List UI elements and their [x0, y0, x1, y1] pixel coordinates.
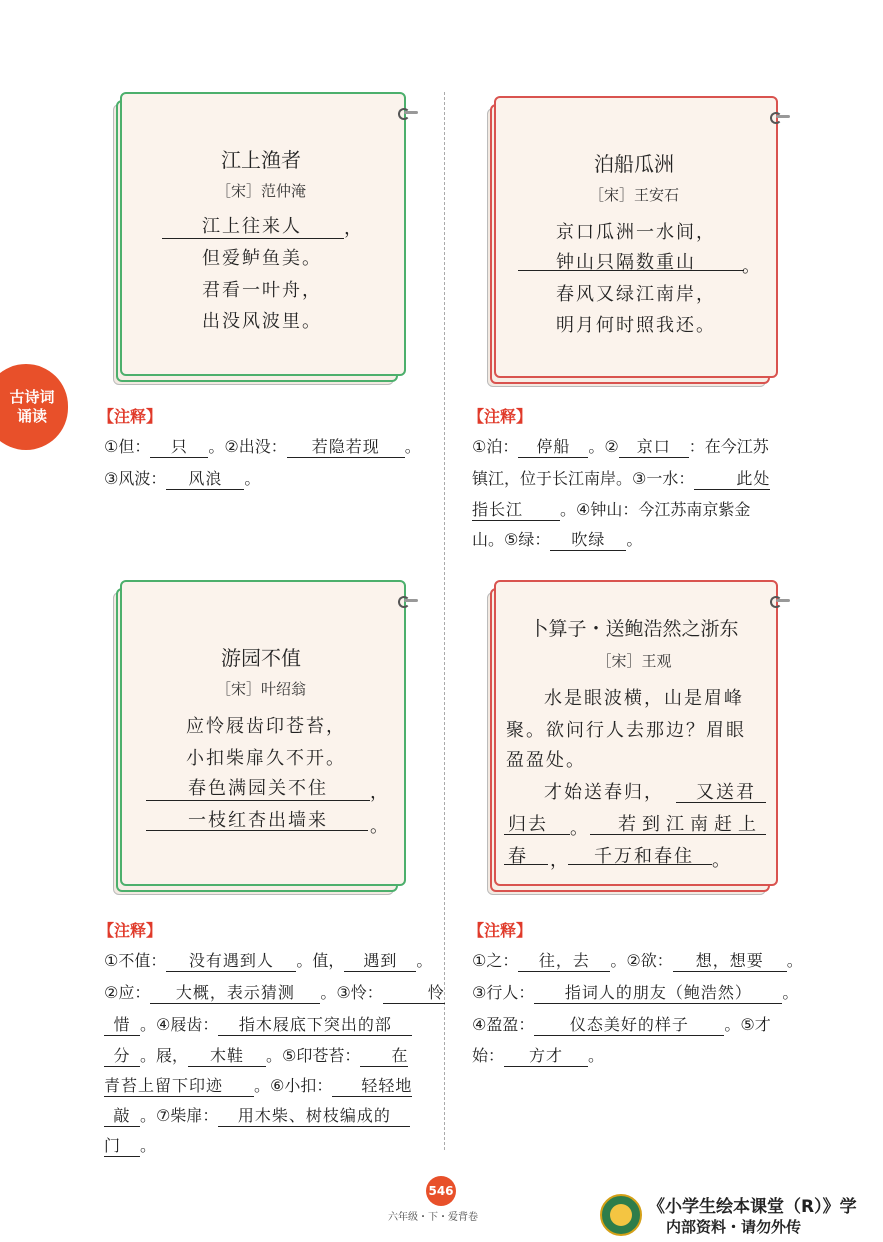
note-line: 惜 。④屐齿： 指木屐底下突出的部 — [104, 1012, 412, 1036]
notes-heading: 【注释】 — [98, 921, 163, 940]
poem-line: 京口瓜洲一水间， — [556, 222, 716, 243]
poem-line: 才始送春归， — [544, 782, 664, 803]
note-line: ①但： 只 。②出没： 若隐若现 。 — [104, 434, 421, 458]
poem-line: 一枝红杏出墙来 — [188, 810, 328, 831]
note-line: 镇江，位于长江南岸。③一水： 此处 — [472, 466, 770, 490]
note-line: ③行人： 指词人的朋友（鲍浩然） 。 — [472, 980, 798, 1004]
note-line: ①之： 往，去 。②欲： 想，想要 。 — [472, 948, 803, 972]
poem-line: 钟山只隔数重山 — [556, 252, 696, 273]
poem-line: 春 — [508, 846, 528, 867]
section-tab: 古诗词 诵读 — [0, 364, 68, 450]
poem-line: 水是眼波横，山是眉峰 — [544, 688, 744, 709]
poem-author: ［宋］范仲淹 — [215, 182, 306, 200]
poem-card-3: 游园不值 ［宋］叶绍翁 应怜屐齿印苍苔， 小扣柴扉久不开。 春色满园关不住 ， 一枝红杏出墙来 。 — [116, 580, 406, 892]
poem-line: 千万和春住 — [594, 846, 694, 867]
poem-card-2: 泊船瓜洲 ［宋］王安石 京口瓜洲一水间， 钟山只隔数重山 。 春风又绿江南岸， 明月何时照我还。 — [490, 96, 778, 384]
poem-title: 江上渔者 — [221, 148, 301, 172]
poem-author: ［宋］王安石 — [588, 186, 679, 204]
grade-label: 六年级・下・爱背卷 — [388, 1212, 478, 1223]
poem-line: 若到江南赶上 — [618, 814, 762, 835]
poem-line: 应怜屐齿印苍苔， — [186, 716, 346, 737]
publisher-logo-icon — [600, 1194, 642, 1236]
poem-line: 盈盈处。 — [506, 750, 586, 771]
note-line: 山。⑤绿： 吹绿 。 — [472, 527, 642, 551]
poem-line: 出没风波里。 — [202, 311, 322, 332]
poem-line: 江上往来人 — [202, 216, 302, 237]
poem-line: 明月何时照我还。 — [556, 315, 716, 336]
poem-title: 卜算子・送鲍浩然之浙东 — [529, 618, 739, 640]
clip-icon — [770, 596, 788, 606]
note-line: 分 。屐， 木鞋 。⑤印苍苔： 在 — [104, 1043, 408, 1067]
poem-line: 春色满园关不住 — [188, 778, 328, 799]
poem-line: 归去 — [508, 814, 548, 835]
poem-author: ［宋］王观 — [596, 652, 672, 670]
notes-heading: 【注释】 — [468, 407, 533, 426]
note-line: ③风波： 风浪 。 — [104, 466, 260, 490]
note-line: 敲 。⑦柴扉： 用木柴、树枝编成的 — [104, 1103, 410, 1127]
page-number: 546 — [426, 1176, 456, 1206]
notes-heading: 【注释】 — [98, 407, 163, 426]
footer-title: 《小学生绘本课堂（R）》学 — [648, 1197, 857, 1217]
poem-title: 游园不值 — [221, 646, 301, 670]
note-line: 指长江 。④钟山：今江苏南京紫金 — [472, 497, 750, 521]
note-line: ②应： 大概，表示猜测 。③怜： 怜 — [104, 980, 445, 1004]
note-line: ①不值： 没有遇到人 。值， 遇到 。 — [104, 948, 432, 972]
footer-notice: 内部资料・请勿外传 — [666, 1218, 802, 1236]
clip-icon — [770, 112, 788, 122]
poem-line: 小扣柴扉久不开。 — [186, 748, 346, 769]
poem-card-1: 江上渔者 ［宋］范仲淹 江上往来人 ， 但爱鲈鱼美。 君看一叶舟， 出没风波里。 — [116, 92, 406, 382]
note-line: 始： 方才 。 — [472, 1043, 604, 1067]
poem-line: 君看一叶舟， — [202, 280, 322, 301]
poem-line: 聚。欲问行人去那边？眉眼 — [506, 720, 746, 741]
note-line: ④盈盈： 仪态美好的样子 。⑤才 — [472, 1012, 771, 1036]
poem-line: 但爱鲈鱼美。 — [202, 248, 322, 269]
clip-icon — [398, 596, 416, 606]
poem-author: ［宋］叶绍翁 — [215, 680, 306, 698]
clip-icon — [398, 108, 416, 118]
poem-card-4: 卜算子・送鲍浩然之浙东 ［宋］王观 水是眼波横，山是眉峰 聚。欲问行人去那边？眉眼 盈盈处。 才始送春归， 又送君 归去 。 若到江南赶上 春 ， 千万和春住 。 — [490, 580, 778, 892]
poem-line: 又送君 — [696, 782, 756, 803]
poem-title: 泊船瓜洲 — [594, 152, 674, 176]
note-line: 青苔上留下印迹 。⑥小扣： 轻轻地 — [104, 1073, 412, 1097]
note-line: 门 。 — [104, 1133, 156, 1157]
poem-line: 春风又绿江南岸， — [556, 284, 716, 305]
notes-heading: 【注释】 — [468, 921, 533, 940]
note-line: ①泊： 停船 。② 京口 ：在今江苏 — [472, 434, 769, 458]
